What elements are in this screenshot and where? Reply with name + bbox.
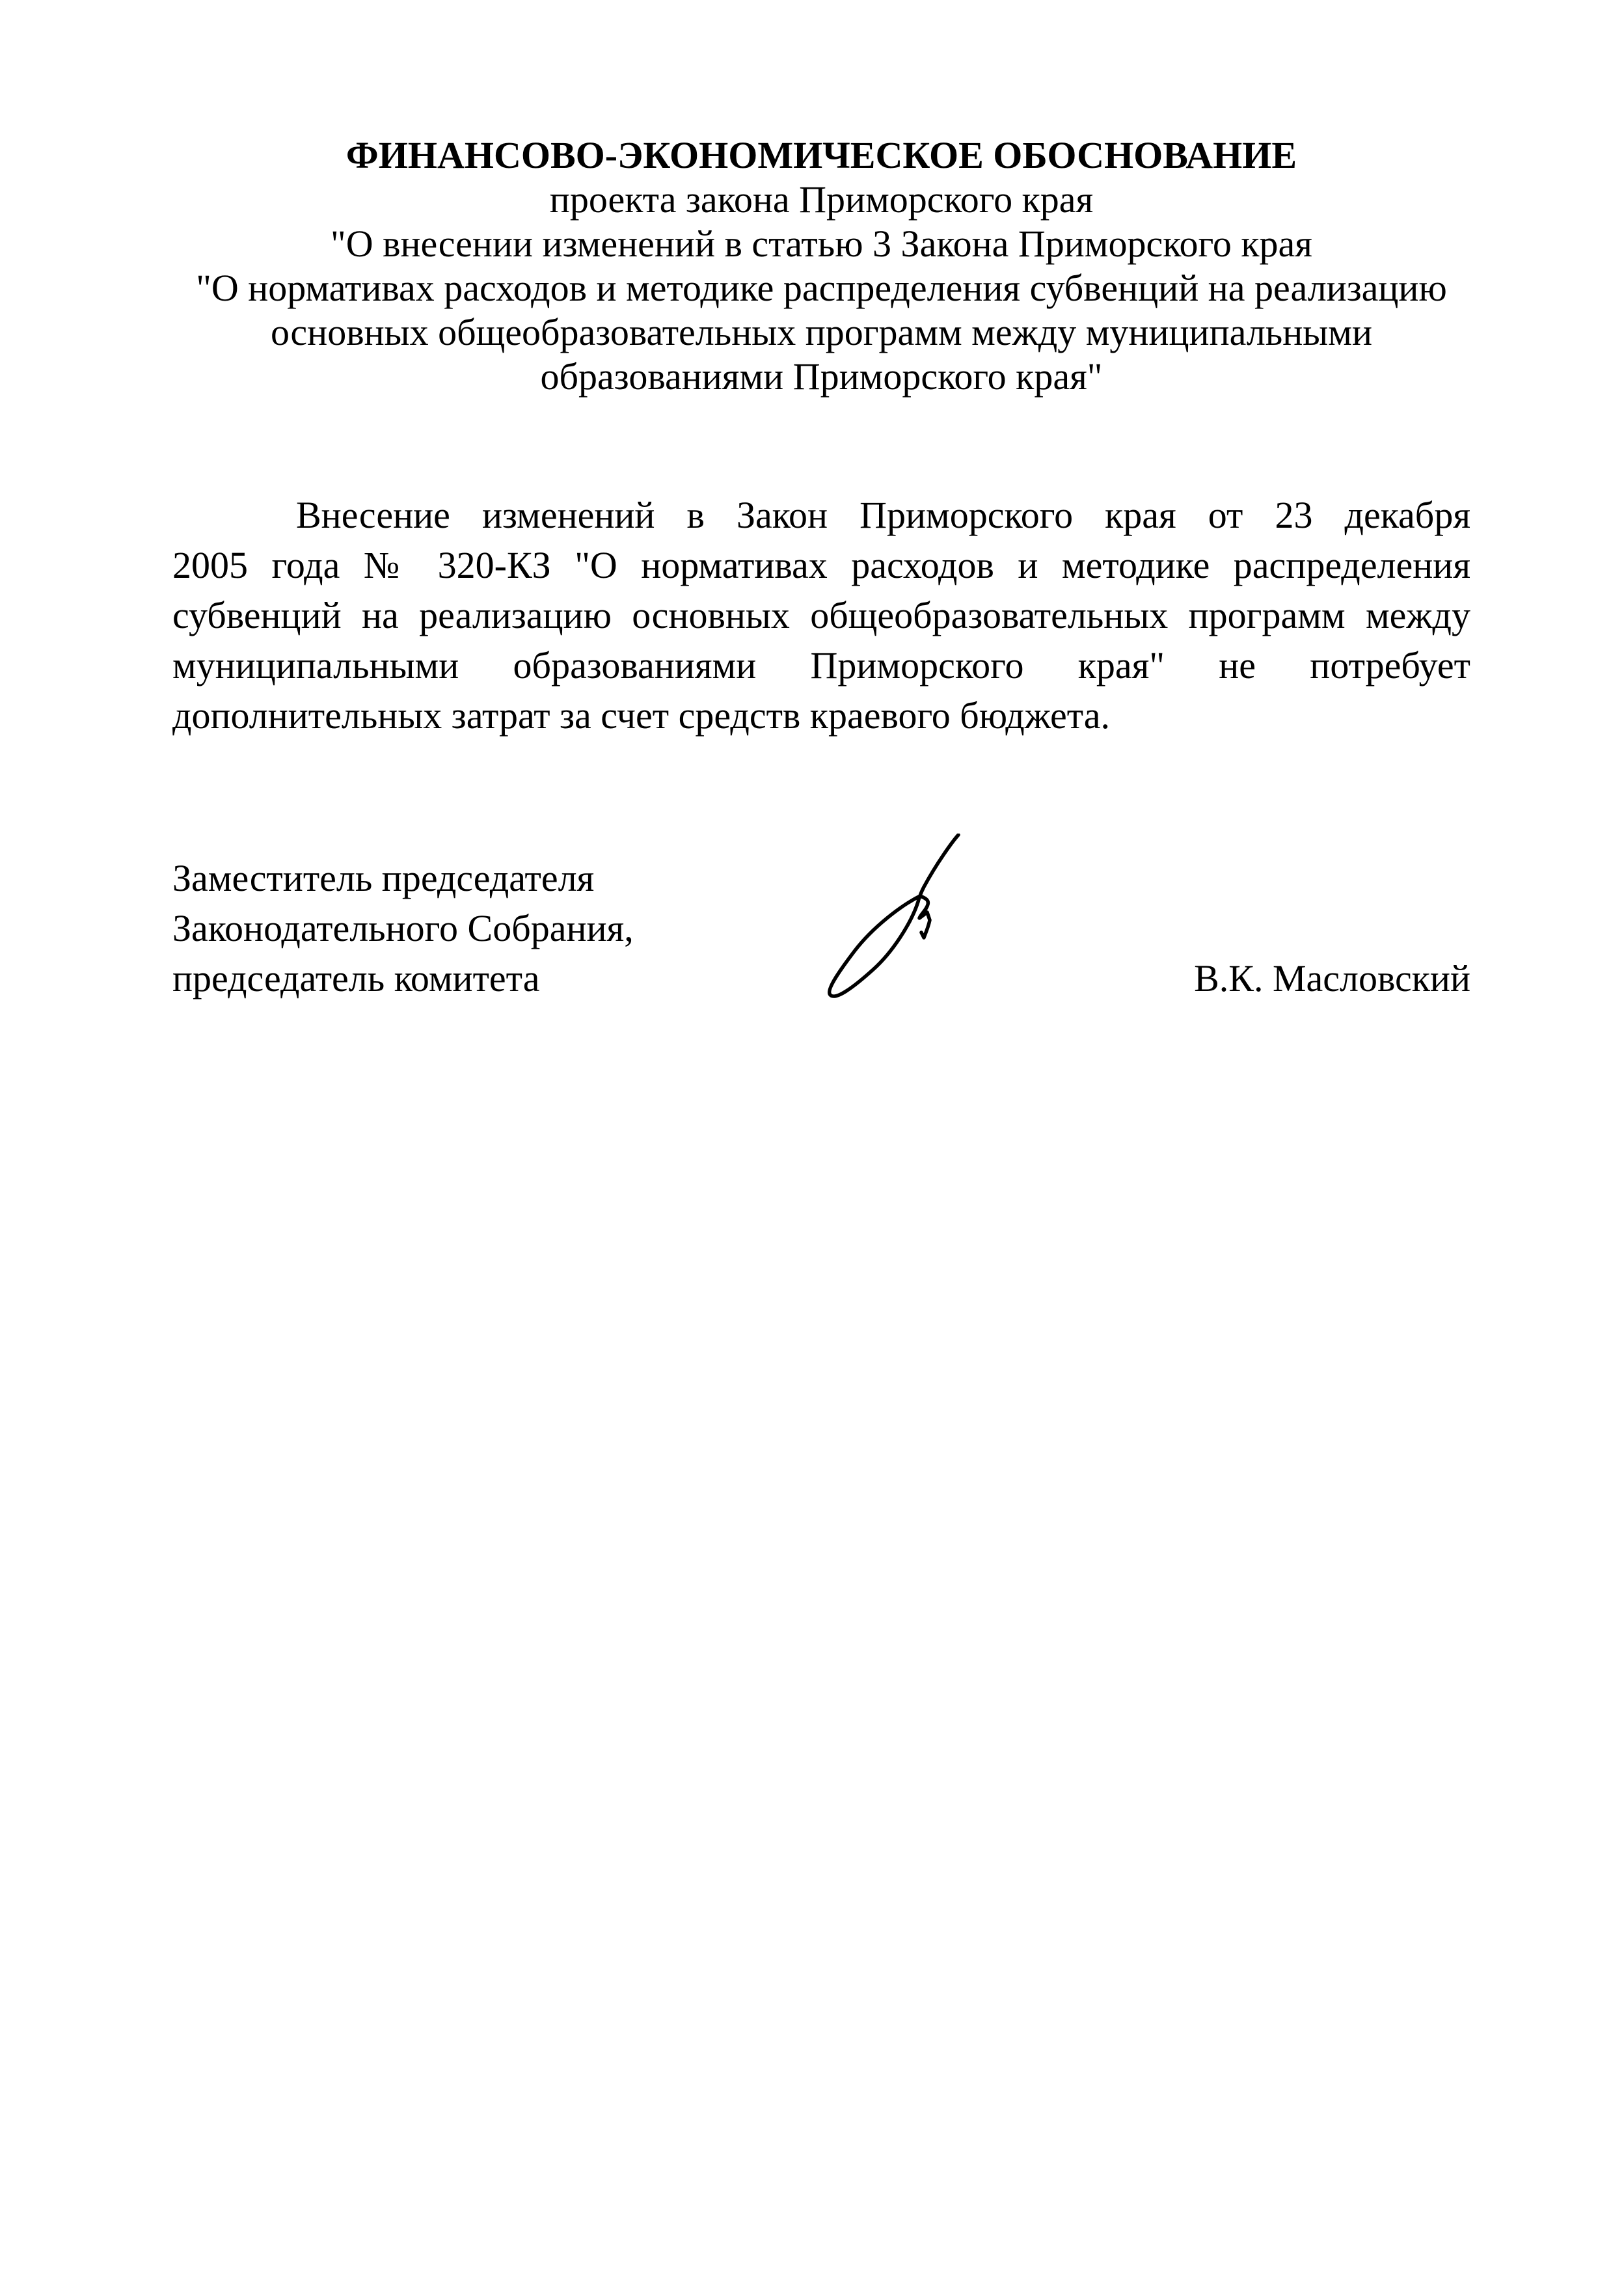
title-subtitle-line: образованиями Приморского края" (540, 355, 1103, 398)
signer-position-line: Законодательного Собрания, (172, 907, 634, 949)
signer-name: В.К. Масловский (1194, 957, 1470, 999)
signer-position-line: председатель комитета (172, 957, 540, 999)
document-heading: ФИНАНСОВО-ЭКОНОМИЧЕСКОЕ ОБОСНОВАНИЕ (345, 134, 1297, 176)
title-subtitle-line: основных общеобразовательных программ между муниципальными (270, 311, 1373, 353)
title-subtitle-line: "О внесении изменений в статью 3 Закона Приморского края (331, 223, 1312, 265)
title-subtitle-line: проекта закона Приморского края (549, 178, 1094, 221)
body-paragraph-line: субвенций на реализацию основных общеобразовательных программ между (172, 594, 1470, 636)
signer-position-line: Заместитель председателя (172, 857, 595, 899)
body-paragraph-line: дополнительных затрат за счет средств краевого бюджета. (172, 694, 1111, 737)
body-paragraph (172, 490, 1470, 740)
body-paragraph-line: 2005 года № 320-КЗ "О нормативах расходов и методике распределения (172, 544, 1470, 586)
body-paragraph-line: Внесение изменений в Закон Приморского края от 23 декабря (296, 494, 1470, 536)
body-paragraph-line: муниципальными образованиями Приморского края" не потребует (172, 644, 1470, 686)
document-title-block (172, 133, 1470, 399)
title-subtitle-line: "О нормативах расходов и методике распределения субвенций на реализацию (196, 267, 1447, 309)
handwritten-signature-image (825, 834, 962, 1003)
signature-block (172, 853, 1470, 1003)
